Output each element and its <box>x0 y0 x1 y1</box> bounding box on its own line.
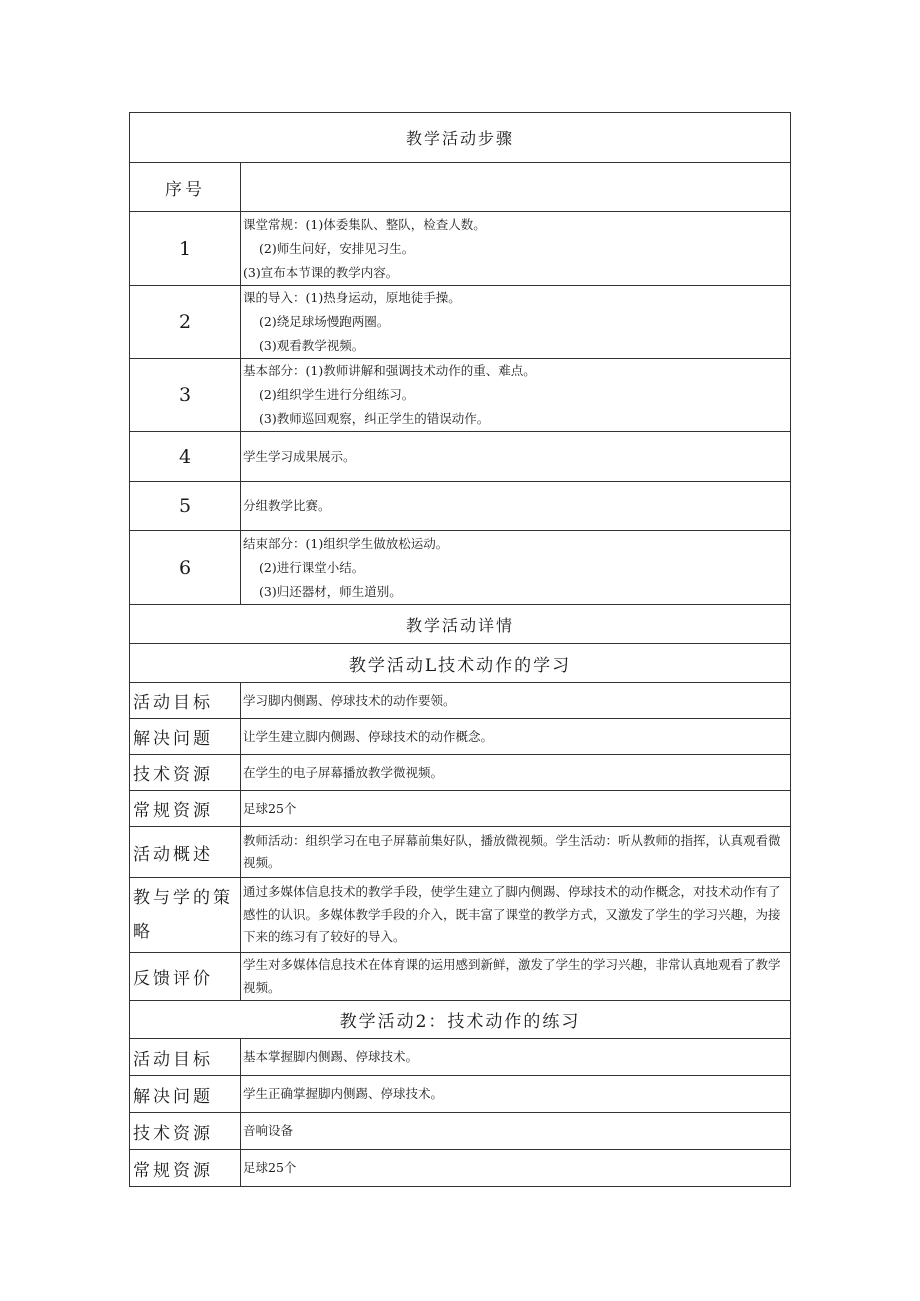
seq-header: 序号 <box>130 163 241 212</box>
step-content: 基本部分：(1)教师讲解和强调技术动作的重、难点。 (2)组织学生进行分组练习。 (3)教师巡回观察，纠正学生的错误动作。 <box>241 359 791 432</box>
step-content: 分组教学比赛。 <box>241 482 791 531</box>
row-label: 技术资源 <box>130 755 241 791</box>
row-value: 足球25个 <box>241 791 791 827</box>
row-value: 音响设备 <box>241 1113 791 1150</box>
lesson-plan-table <box>129 112 791 1187</box>
step-content: 结束部分：(1)组织学生做放松运动。 (2)进行课堂小结。 (3)归还器材，师生道别。 <box>241 531 791 605</box>
row-value: 在学生的电子屏幕播放教学微视频。 <box>241 755 791 791</box>
seq-header-blank <box>241 163 791 212</box>
row-label: 活动目标 <box>130 683 241 719</box>
row-value: 基本掌握脚内侧踢、停球技术。 <box>241 1039 791 1076</box>
step-number: 6 <box>130 531 241 605</box>
step-number: 4 <box>130 432 241 482</box>
step-number: 2 <box>130 286 241 359</box>
activity1-title: 教学活动L技术动作的学习 <box>130 644 791 683</box>
row-label: 常规资源 <box>130 791 241 827</box>
step-number: 1 <box>130 212 241 286</box>
step-content: 学生学习成果展示。 <box>241 432 791 482</box>
row-label: 解决问题 <box>130 719 241 755</box>
row-label: 教与学的策略 <box>130 878 241 953</box>
row-label: 活动概述 <box>130 827 241 878</box>
row-label: 常规资源 <box>130 1150 241 1187</box>
row-label: 技术资源 <box>130 1113 241 1150</box>
row-value: 让学生建立脚内侧踢、停球技术的动作概念。 <box>241 719 791 755</box>
step-number: 5 <box>130 482 241 531</box>
step-content: 课堂常规：(1)体委集队、整队，检查人数。 (2)师生问好，安排见习生。 (3)宣布本节课的教学内容。 <box>241 212 791 286</box>
step-number: 3 <box>130 359 241 432</box>
row-label: 解决问题 <box>130 1076 241 1113</box>
row-label: 反馈评价 <box>130 953 241 1001</box>
row-value: 通过多媒体信息技术的教学手段，使学生建立了脚内侧踢、停球技术的动作概念，对技术动作有了感性的认识。多媒体教学手段的介入，既丰富了课堂的教学方式，又激发了学生的学习兴趣，为接下来的练习有了较好的导入。 <box>241 878 791 953</box>
row-label: 活动目标 <box>130 1039 241 1076</box>
row-value: 足球25个 <box>241 1150 791 1187</box>
row-value: 教师活动：组织学习在电子屏幕前集好队，播放微视频。学生活动：听从教师的指挥，认真观看微视频。 <box>241 827 791 878</box>
row-value: 学生正确掌握脚内侧踢、停球技术。 <box>241 1076 791 1113</box>
step-content: 课的导入：(1)热身运动，原地徒手操。 (2)绕足球场慢跑两圈。 (3)观看教学视频。 <box>241 286 791 359</box>
steps-title: 教学活动步骤 <box>130 113 791 163</box>
row-value: 学生对多媒体信息技术在体育课的运用感到新鲜，激发了学生的学习兴趣，非常认真地观看了教学视频。 <box>241 953 791 1001</box>
details-title: 教学活动详情 <box>130 605 791 644</box>
activity2-title: 教学活动2：技术动作的练习 <box>130 1001 791 1039</box>
row-value: 学习脚内侧踢、停球技术的动作要领。 <box>241 683 791 719</box>
